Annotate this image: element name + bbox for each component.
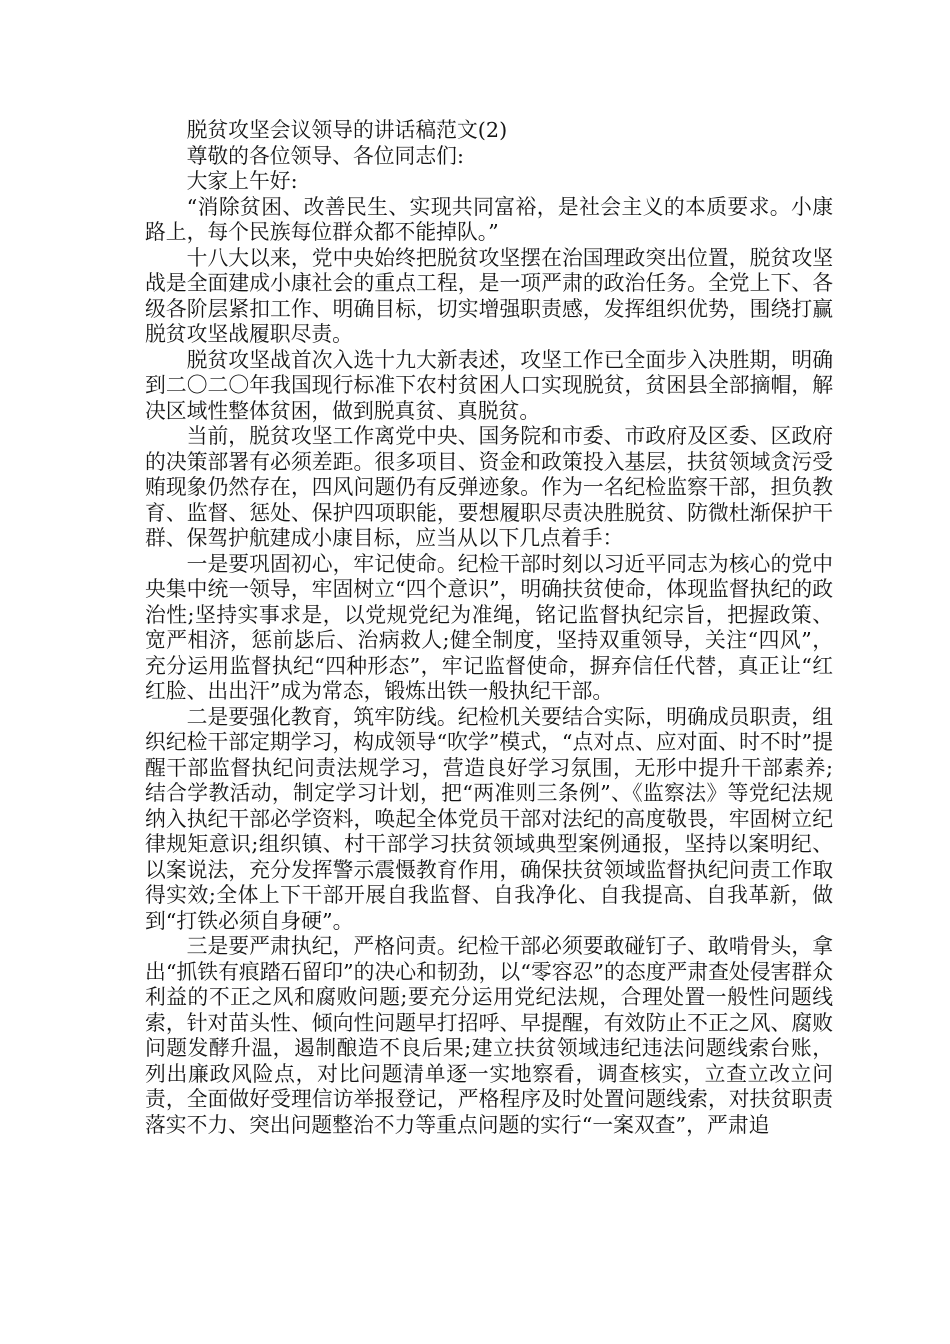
paragraph-point-two: 二是要强化教育，筑牢防线。纪检机关要结合实际，明确成员职责，组织纪检干部定期学习，构成领导“吹学”模式，“点对点、应对面、时不时”提醒干部监督执纪问责法规学习，营造良好学习氛围，无形中提升干部素养;结合学教活动，制定学习计划，把“两准则三条例”、《监察法》等党纪法规纳入执纪干部必学资料，唤起全体党员干部对法纪的高度敬畏，牢固树立纪律规矩意识;组织镇、村干部学习扶贫领域典型案例通报，坚持以案明纪、以案说法，充分发挥警示震慑教育作用，确保扶贫领域监督执纪问责工作取得实效;全体上下干部开展自我监督、自我净化、自我提高、自我革新，做到“打铁必须自身硬”。	[145, 704, 833, 933]
paragraph-decisive-period: 脱贫攻坚战首次入选十九大新表述，攻坚工作已全面步入决胜期，明确到二〇二〇年我国现行标准下农村贫困人口实现脱贫，贫困县全部摘帽，解决区域性整体贫困，做到脱真贫、真脱贫。	[145, 347, 833, 423]
paragraph-point-three: 三是要严肃执纪，严格问责。纪检干部必须要敢碰钉子、敢啃骨头，拿出“抓铁有痕踏石留印”的决心和韧劲，以“零容忍”的态度严肃查处侵害群众利益的不正之风和腐败问题;要充分运用党纪法规，合理处置一般性问题线索，针对苗头性、倾向性问题早打招呼、早提醒，有效防止不正之风、腐败问题发酵升温，遏制酿造不良后果;建立扶贫领域违纪违法问题线索台账，列出廉政风险点，对比问题清单逐一实地察看，调查核实，立查立改立问责，全面做好受理信访举报登记，严格程序及时处置问题线索，对扶贫职责落实不力、突出问题整治不力等重点问题的实行“一案双查”，严肃追	[145, 934, 833, 1137]
paragraph-current-situation: 当前，脱贫攻坚工作离党中央、国务院和市委、市政府及区委、区政府的决策部署有必须差距。很多项目、资金和政策投入基层，扶贫领域贪污受贿现象仍然存在，四风问题仍有反弹迹象。作为一名纪检监察干部，担负教育、监督、惩处、保护四项职能，要想履职尽责决胜脱贫、防微杜渐保护干群、保驾护航建成小康目标，应当从以下几点着手：	[145, 424, 833, 550]
document-title: 脱贫攻坚会议领导的讲话稿范文(2)	[186, 118, 508, 142]
paragraph-point-one: 一是要巩固初心，牢记使命。纪检干部时刻以习近平同志为核心的党中央集中统一领导，牢固树立“四个意识”，明确扶贫使命，体现监督执纪的政治性;坚持实事求是，以党规党纪为准绳，铭记监督执纪宗旨，把握政策、宽严相济，惩前毖后、治病救人;健全制度，坚持双重领导，关注“四风”，充分运用监督执纪“四种形态”，牢记监督使命，摒弃信任代替，真正让“红红脸、出出汗”成为常态，锻炼出铁一般执纪干部。	[145, 551, 833, 703]
greeting: 大家上午好:	[186, 169, 298, 193]
paragraph-quote: “消除贫困、改善民生、实现共同富裕，是社会主义的本质要求。小康路上，每个民族每位群众都不能掉队。”	[145, 194, 833, 244]
salutation: 尊敬的各位领导、各位同志们:	[186, 143, 464, 168]
paragraph-background: 十八大以来，党中央始终把脱贫攻坚摆在治国理政突出位置，脱贫攻坚战是全面建成小康社会的重点工程，是一项严肃的政治任务。全党上下、各级各阶层紧扣工作、明确目标，切实增强职责感，发挥组织优势，围绕打赢脱贫攻坚战履职尽责。	[145, 245, 833, 346]
document-body	[145, 118, 833, 1138]
